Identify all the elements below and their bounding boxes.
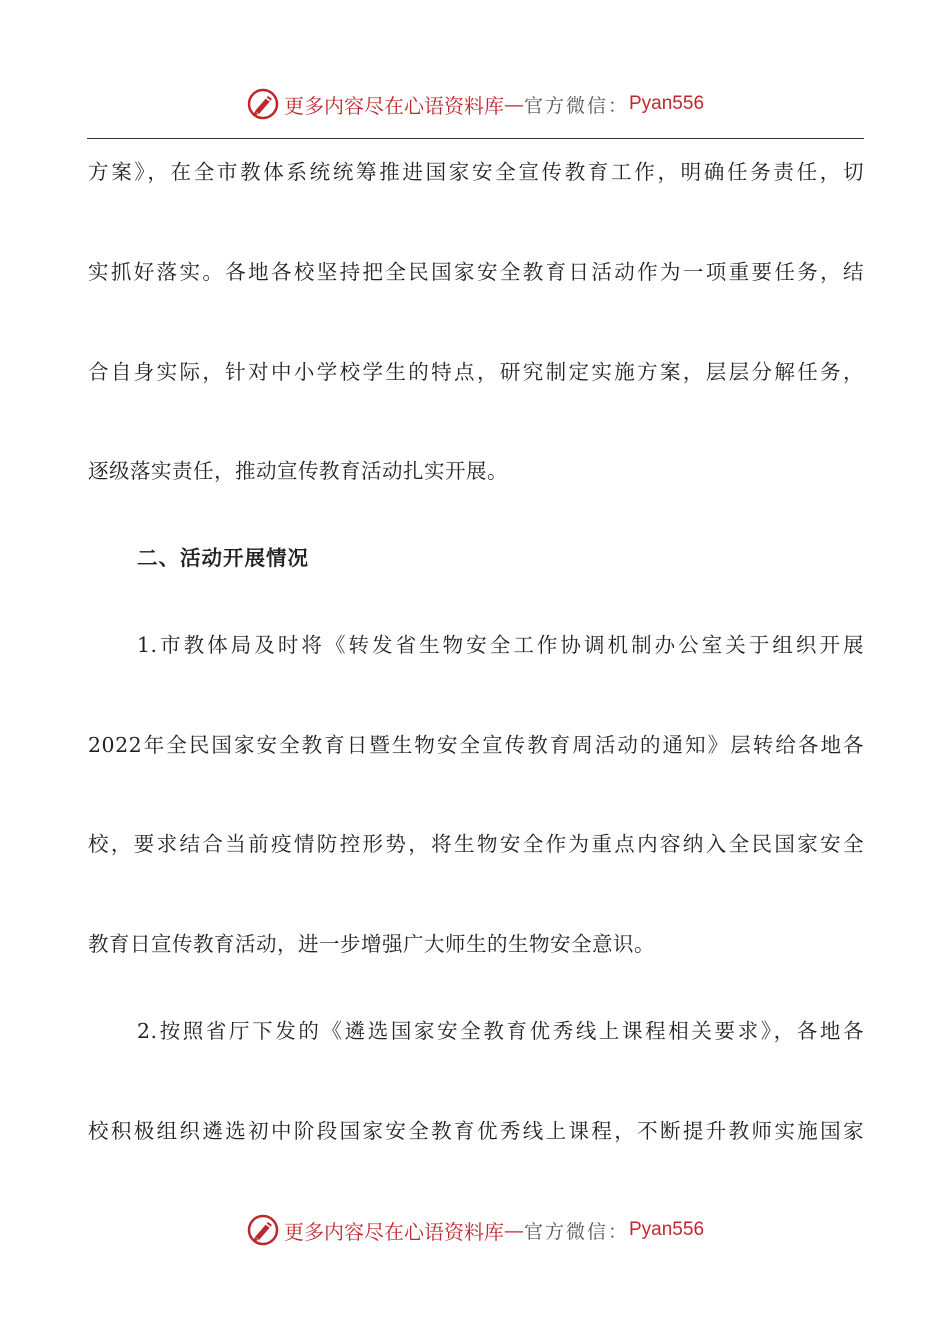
footer-wechat-id: Pyan556 — [629, 1219, 705, 1240]
header-banner — [0, 84, 950, 124]
item1-line-1: 1.市教体局及时将《转发省生物安全工作协调机制办公室关于组织开展 — [137, 633, 864, 657]
pen-logo-icon — [246, 87, 280, 121]
body-line-4: 逐级落实责任，推动宣传教育活动扎实开展。 — [88, 459, 508, 483]
header-banner-text: 更多内容尽在心语资料库 — [283, 93, 504, 118]
item1-line-2: 2022年全民国家安全教育日暨生物安全宣传教育周活动的通知》层转给各地各 — [88, 733, 864, 757]
body-line-3: 合自身实际，针对中小学校学生的特点，研究制定实施方案，层层分解任务， — [88, 360, 864, 384]
pen-logo-icon — [246, 1213, 280, 1247]
section-heading: 二、活动开展情况 — [137, 546, 309, 570]
header-wechat-id: Pyan556 — [629, 93, 705, 114]
footer-banner — [0, 1210, 950, 1250]
body-line-1: 方案》，在全市教体系统统筹推进国家安全宣传教育工作，明确任务责任，切 — [88, 160, 864, 184]
header-wechat-label: 官方微信： — [523, 94, 629, 117]
body-line-2: 实抓好落实。各地各校坚持把全民国家安全教育日活动作为一项重要任务，结 — [88, 260, 864, 284]
footer-banner-text: 更多内容尽在心语资料库 — [283, 1219, 504, 1244]
item1-line-4: 教育日宣传教育活动，进一步增强广大师生的生物安全意识。 — [88, 932, 655, 956]
footer-separator: — — [503, 1218, 524, 1242]
footer-wechat-label: 官方微信： — [523, 1220, 629, 1243]
header-divider — [87, 138, 864, 139]
item1-line-3: 校，要求结合当前疫情防控形势，将生物安全作为重点内容纳入全民国家安全 — [88, 832, 864, 856]
item2-line-2: 校积极组织遴选初中阶段国家安全教育优秀线上课程，不断提升教师实施国家 — [88, 1119, 864, 1143]
header-separator: — — [503, 92, 524, 116]
item2-line-1: 2.按照省厅下发的《遴选国家安全教育优秀线上课程相关要求》，各地各 — [137, 1019, 864, 1043]
